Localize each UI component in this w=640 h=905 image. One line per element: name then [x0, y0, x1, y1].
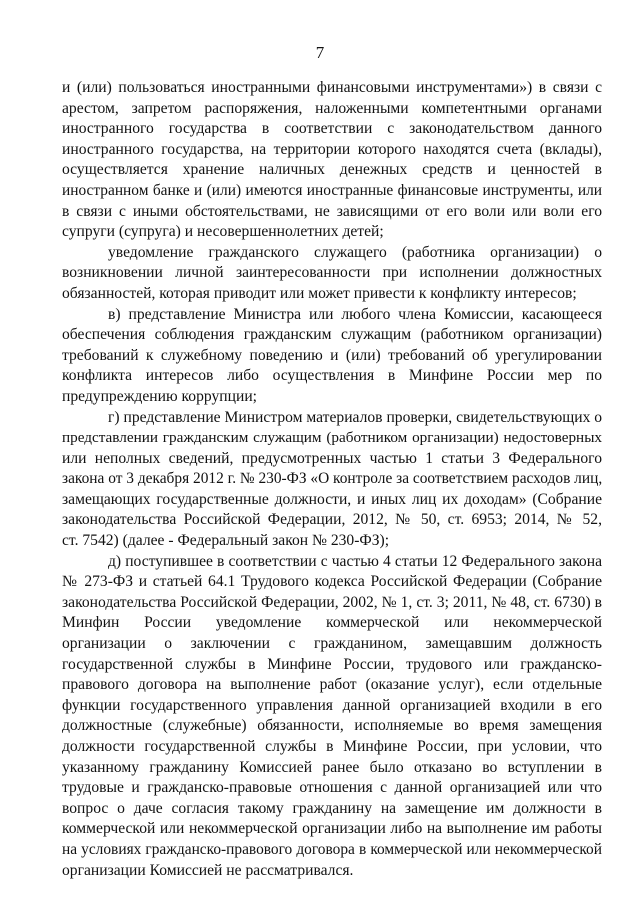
text-line: иностранного государства, на территории которого находятся счета (вклады), [62, 140, 602, 158]
text-line: требований к служебному поведению и (или) требований об урегулировании [62, 346, 602, 364]
text-line: арестом, запретом распоряжения, наложенными компетентными органами [62, 99, 602, 117]
text-line: д) поступившее в соответствии с частью 4 статьи 12 Федерального закона [108, 552, 602, 570]
page-number: 7 [315, 43, 325, 62]
text-line: или неполных сведений, предусмотренных частью 1 статьи 3 Федерального [62, 449, 602, 467]
text-line: супруги (супруга) и несовершеннолетних детей; [62, 223, 384, 241]
text-line: Минфин России уведомление коммерческой или некоммерческой [62, 614, 602, 632]
text-line: организации о заключении с гражданином, замещавшим должность [62, 635, 602, 653]
text-line: представлении гражданским служащим (работником организации) недостоверных [62, 429, 602, 447]
text-line: № 273-ФЗ и статьей 64.1 Трудового кодекса Российской Федерации (Собрание [62, 573, 602, 591]
text-line: предупреждению коррупции; [62, 387, 257, 405]
text-line: обязанностей, которая приводит или может привести к конфликту интересов; [62, 284, 577, 302]
text-line: законодательства Российской Федерации, 2012, № 50, ст. 6953; 2014, № 52, [62, 511, 602, 529]
text-line: государственной службы в Минфине России, трудового или гражданско- [62, 655, 602, 673]
text-line: закона от 3 декабря 2012 г. № 230-ФЗ «О контроле за соответствием расходов лиц, [62, 470, 603, 488]
text-line: г) представление Министром материалов проверки, свидетельствующих о [108, 408, 603, 426]
text-line: в связи с иными обстоятельствами, не зависящими от его воли или воли его [62, 202, 602, 220]
text-line: функции государственного управления данной организацией входили в его [62, 696, 602, 714]
text-line: осуществляется хранение наличных денежных средств и ценностей в [62, 161, 602, 179]
text-line: замещающих государственные должности, и иных лиц их доходам» (Собрание [62, 490, 602, 508]
text-line: должности государственной службы в Минфине России, при условии, что [62, 738, 602, 755]
text-line: обеспечения соблюдения гражданским служащим (работником организации) [62, 326, 602, 344]
text-line: на условиях гражданско-правового договора в коммерческой или некоммерческой [62, 840, 602, 858]
text-line: конфликта интересов либо осуществления в Минфине России мер по [62, 367, 602, 385]
text-line: ст. 7542) (далее - Федеральный закон № 230-ФЗ); [62, 532, 390, 550]
text-line: должностные (служебные) обязанности, исполняемые во время замещения [62, 717, 602, 735]
text-line: правового договора на выполнение работ (оказание услуг), если отдельные [62, 676, 602, 694]
text-line: уведомление гражданского служащего (работника организации) о [108, 243, 602, 261]
text-line: указанному гражданину Комиссией ранее было отказано во вступлении в [62, 758, 602, 776]
text-line: законодательства Российской Федерации, 2002, № 1, ст. 3; 2011, № 48, ст. 6730) в [62, 593, 602, 611]
document-body-text [62, 78, 602, 881]
text-line: трудовые и гражданско-правовые отношения с данной организацией или что [62, 779, 602, 797]
text-line: вопрос о даче согласия такому гражданину на замещение им должности в [62, 799, 602, 817]
text-line: возникновении личной заинтересованности при исполнении должностных [62, 264, 602, 282]
text-line: и (или) пользоваться иностранными финансовыми инструментами») в связи с [62, 79, 602, 96]
text-line: иностранного государства в соответствии с законодательством данного [62, 120, 602, 138]
text-line: организации Комиссией не рассматривался. [62, 861, 354, 879]
text-line: в) представление Министра или любого члена Комиссии, касающееся [108, 305, 602, 323]
text-line: коммерческой или некоммерческой организации либо на выполнение им работы [62, 820, 602, 838]
text-line: иностранном банке и (или) имеются иностранные финансовые инструменты, или [62, 181, 602, 199]
